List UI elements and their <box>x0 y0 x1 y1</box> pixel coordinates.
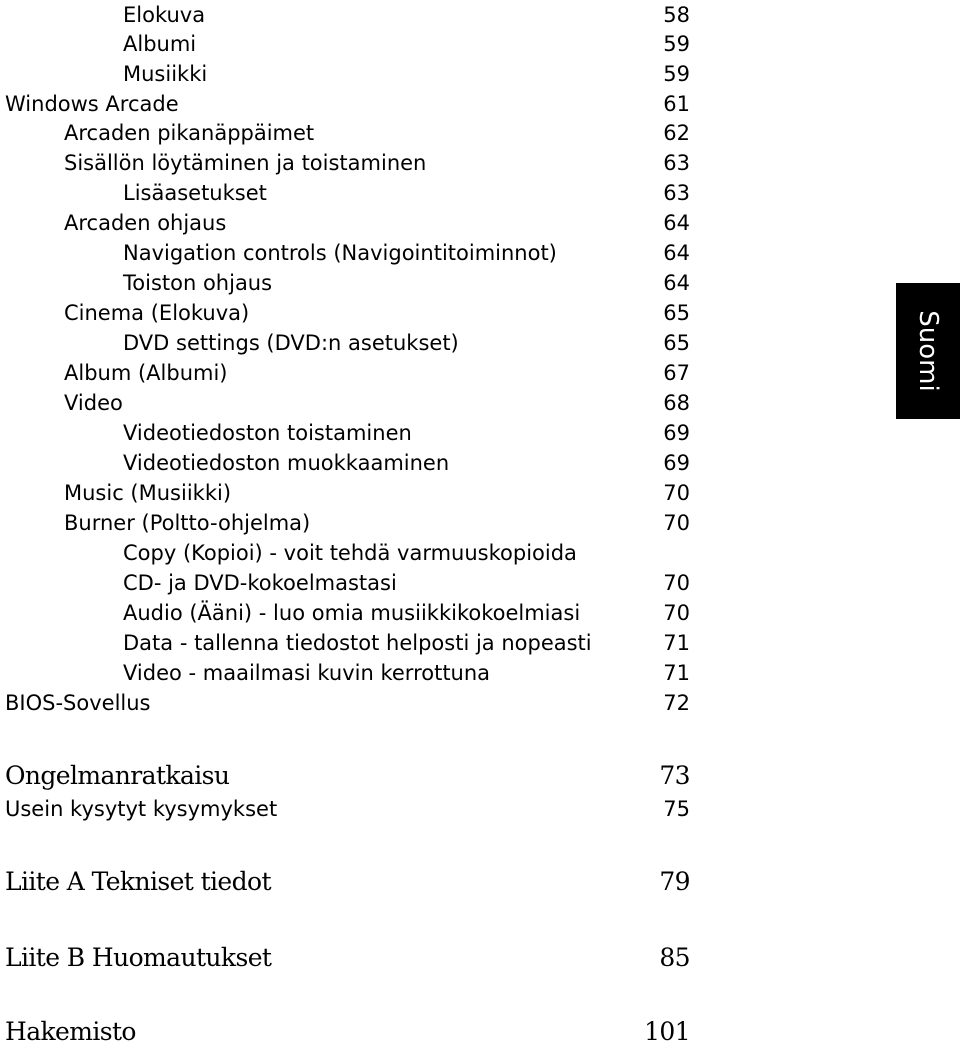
toc-entry-page: 71 <box>663 661 690 685</box>
toc-entry <box>0 268 700 298</box>
toc-entry-page: 70 <box>663 601 690 625</box>
toc-entry-page: 64 <box>663 241 690 265</box>
toc-entry-label: Music (Musiikki) <box>64 481 232 505</box>
toc-entry <box>0 448 700 478</box>
toc-entry-page: 59 <box>663 62 690 86</box>
toc-entry-label: Burner (Poltto-ohjelma) <box>64 511 311 535</box>
toc-entry-label: Usein kysytyt kysymykset <box>5 797 278 821</box>
toc-entry <box>0 178 700 208</box>
toc-entry-page: 70 <box>663 481 690 505</box>
toc-entry-page: 68 <box>663 391 690 415</box>
toc-chapter-label: Liite A Tekniset tiedot <box>5 867 271 896</box>
toc-chapter-label: Ongelmanratkaisu <box>5 761 230 790</box>
toc-entry <box>0 794 700 824</box>
toc-chapter-page: 73 <box>659 761 690 790</box>
toc-entry <box>0 568 700 598</box>
toc-entry-label: Albumi <box>123 32 197 56</box>
toc-entry <box>0 388 700 418</box>
toc-chapter <box>0 1017 700 1047</box>
toc-entry <box>0 628 700 658</box>
toc-entry-page: 65 <box>663 301 690 325</box>
toc-entry <box>0 118 700 148</box>
toc-chapter-label: Liite B Huomautukset <box>5 943 272 972</box>
toc-entry-page: 64 <box>663 271 690 295</box>
toc-entry <box>0 29 700 59</box>
toc-entry <box>0 89 700 119</box>
toc-entry-page: 62 <box>663 121 690 145</box>
toc-entry <box>0 658 700 688</box>
toc-chapter-label: Hakemisto <box>5 1017 136 1046</box>
toc-entry <box>0 358 700 388</box>
toc-entry-page: 69 <box>663 421 690 445</box>
toc-entry-label: Sisällön löytäminen ja toistaminen <box>64 151 427 175</box>
toc-entry-page: 63 <box>663 181 690 205</box>
toc-entry <box>0 508 700 538</box>
toc-entry-label: CD- ja DVD-kokoelmastasi <box>123 571 397 595</box>
toc-entry-label: Audio (Ääni) - luo omia musiikkikokoelmiasi <box>123 601 581 625</box>
toc-entry-label: Videotiedoston muokkaaminen <box>123 451 450 475</box>
toc-entry-page: 65 <box>663 331 690 355</box>
toc-entry-page: 69 <box>663 451 690 475</box>
toc-entry-label: Navigation controls (Navigointitoiminnot) <box>123 241 557 265</box>
toc-entry-label: Lisäasetukset <box>123 181 267 205</box>
toc-entry-label: Arcaden pikanäppäimet <box>64 121 315 145</box>
toc-entry <box>0 59 700 89</box>
toc-entry-label: Album (Albumi) <box>64 361 228 385</box>
toc-entry <box>0 478 700 508</box>
toc-entry-label: Video <box>64 391 123 415</box>
toc-entry-page: 58 <box>663 3 690 27</box>
toc-entry-page: 63 <box>663 151 690 175</box>
toc-entry-label: Copy (Kopioi) - voit tehdä varmuuskopioida <box>123 541 577 565</box>
toc-entry-page: 75 <box>663 797 690 821</box>
toc-entry-page: 71 <box>663 631 690 655</box>
toc-entry-label: Videotiedoston toistaminen <box>123 421 412 445</box>
toc-entry-label: Data - tallenna tiedostot helposti ja nopeasti <box>123 631 592 655</box>
toc-entry-page: 59 <box>663 32 690 56</box>
toc-entry <box>0 208 700 238</box>
toc-entry <box>0 328 700 358</box>
toc-entry-page: 67 <box>663 361 690 385</box>
toc-entry <box>0 688 700 718</box>
toc-entry <box>0 598 700 628</box>
toc-entry <box>0 238 700 268</box>
toc-entry-label: Windows Arcade <box>5 92 179 116</box>
toc-entry-label: Elokuva <box>123 3 206 27</box>
toc-chapter-page: 79 <box>659 867 690 896</box>
toc-entry <box>0 148 700 178</box>
toc-entry-label: Arcaden ohjaus <box>64 211 227 235</box>
toc-entry <box>0 298 700 328</box>
toc-entry-label: Musiikki <box>123 62 208 86</box>
language-tab <box>896 283 960 419</box>
toc-entry-label: Toiston ohjaus <box>123 271 273 295</box>
toc-entry-label: BIOS-Sovellus <box>5 691 151 715</box>
toc-entry-label: Cinema (Elokuva) <box>64 301 250 325</box>
toc-entry-page: 70 <box>663 571 690 595</box>
toc-entry <box>0 0 700 30</box>
toc-entry-page: 64 <box>663 211 690 235</box>
toc-entry <box>0 418 700 448</box>
toc-chapter-page: 85 <box>659 943 690 972</box>
toc-entry <box>0 538 700 568</box>
toc-chapter <box>0 867 700 897</box>
toc-chapter <box>0 761 700 791</box>
toc-entry-page: 61 <box>663 92 690 116</box>
toc-chapter <box>0 943 700 973</box>
language-tab-label: Suomi <box>913 310 943 392</box>
toc-entry-page: 70 <box>663 511 690 535</box>
toc-entry-label: Video - maailmasi kuvin kerrottuna <box>123 661 491 685</box>
toc-chapter-page: 101 <box>644 1017 690 1046</box>
toc-entry-page: 72 <box>663 691 690 715</box>
toc-entry-label: DVD settings (DVD:n asetukset) <box>123 331 459 355</box>
